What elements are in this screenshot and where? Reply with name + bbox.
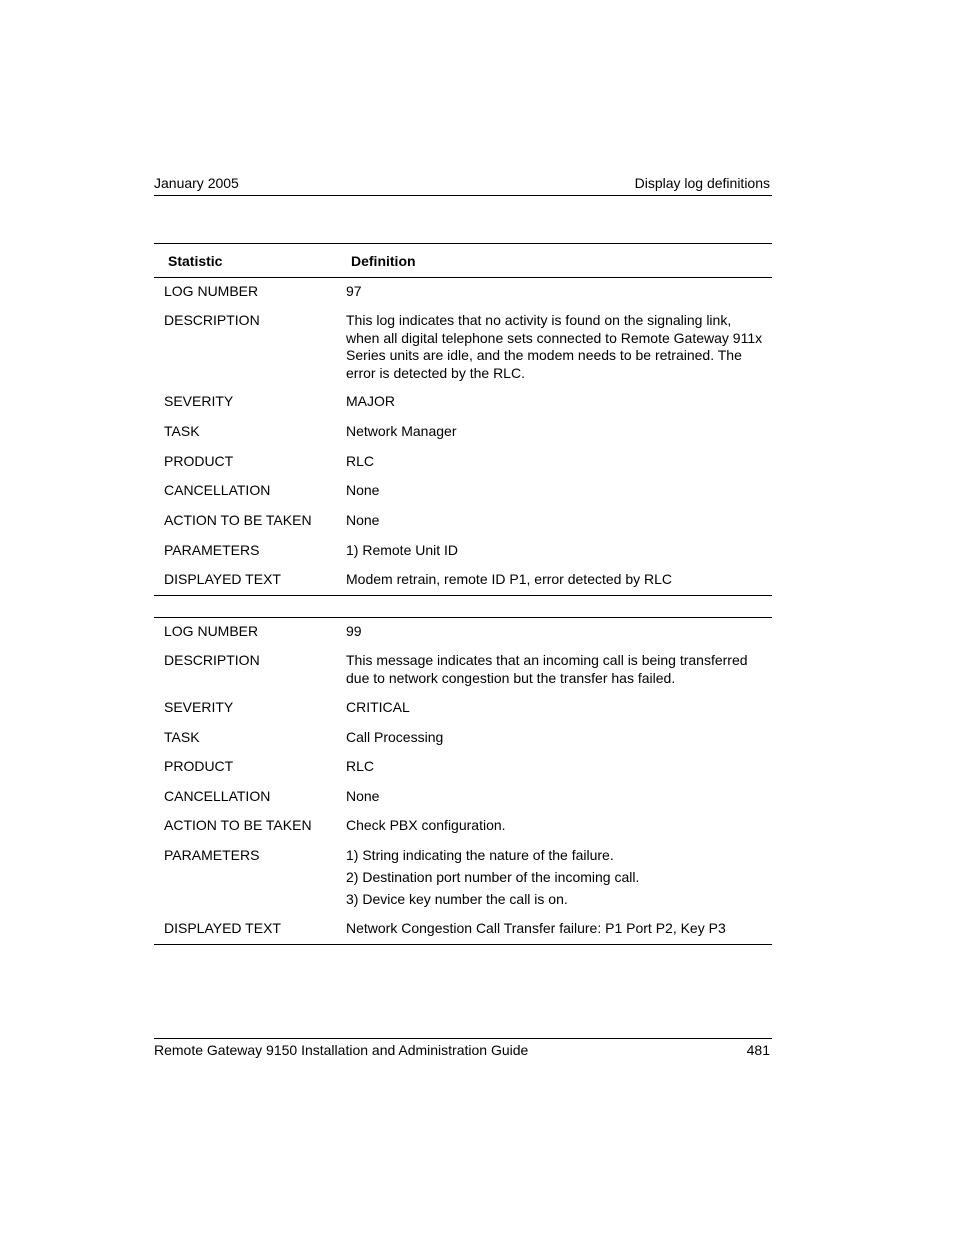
parameter-item: 2) Destination port number of the incoming call.	[346, 869, 640, 885]
statistic-label: PRODUCT	[164, 758, 234, 774]
definition-value: None	[346, 482, 380, 498]
statistic-label: SEVERITY	[164, 393, 234, 409]
header-section-title: Display log definitions	[634, 175, 770, 191]
header-rule	[154, 195, 772, 196]
definition-value: Network Manager	[346, 423, 457, 439]
page-number: 481	[746, 1042, 770, 1058]
statistic-label: DISPLAYED TEXT	[164, 571, 281, 587]
definition-value: Network Congestion Call Transfer failure: P1 Port P2, Key P3	[346, 920, 726, 936]
table-bottom-rule	[154, 944, 772, 945]
statistic-label: ACTION TO BE TAKEN	[164, 512, 312, 528]
definition-value: Modem retrain, remote ID P1, error detected by RLC	[346, 571, 673, 587]
definition-value: CRITICAL	[346, 699, 410, 715]
statistic-label: LOG NUMBER	[164, 623, 259, 639]
statistic-label: PARAMETERS	[164, 542, 260, 558]
column-header-definition: Definition	[351, 253, 416, 269]
definition-value: This message indicates that an incoming call is being transferred due to network congestion but the transfer has failed.	[346, 652, 748, 686]
definition-value: 97	[346, 283, 362, 299]
statistic-label: SEVERITY	[164, 699, 234, 715]
parameters-list	[346, 847, 764, 913]
definition-value: MAJOR	[346, 393, 395, 409]
statistic-label: TASK	[164, 423, 200, 439]
definition-value: Check PBX configuration.	[346, 817, 506, 833]
statistic-label: TASK	[164, 729, 200, 745]
statistic-label: CANCELLATION	[164, 788, 271, 804]
definition-value: 1) Remote Unit ID	[346, 542, 459, 558]
definition-value: None	[346, 788, 380, 804]
section-end-rule	[154, 595, 772, 596]
statistic-label: DISPLAYED TEXT	[164, 920, 281, 936]
statistic-label: PRODUCT	[164, 453, 234, 469]
definition-value: This log indicates that no activity is found on the signaling link, when all digital telephone sets connected to Remote Gateway 911x Series units are idle, and the modem needs to be retrained. The error is detected by the RLC.	[346, 312, 763, 381]
parameter-item: 1) String indicating the nature of the failure.	[346, 847, 614, 863]
statistic-label: ACTION TO BE TAKEN	[164, 817, 312, 833]
statistic-label: DESCRIPTION	[164, 312, 260, 328]
definition-value: RLC	[346, 453, 375, 469]
parameter-item: 3) Device key number the call is on.	[346, 891, 568, 907]
column-header-statistic: Statistic	[168, 253, 223, 269]
section-start-rule	[154, 617, 772, 618]
table-top-rule	[154, 243, 772, 244]
definition-value: 99	[346, 623, 362, 639]
definition-value: RLC	[346, 758, 375, 774]
statistic-label: LOG NUMBER	[164, 283, 259, 299]
statistic-label: PARAMETERS	[164, 847, 260, 863]
statistic-label: CANCELLATION	[164, 482, 271, 498]
footer-book-title: Remote Gateway 9150 Installation and Administration Guide	[154, 1042, 529, 1058]
statistic-label: DESCRIPTION	[164, 652, 260, 668]
table-header-rule	[154, 277, 772, 278]
definition-value: None	[346, 512, 380, 528]
definition-value: Call Processing	[346, 729, 444, 745]
footer-rule	[154, 1038, 772, 1039]
header-date: January 2005	[154, 175, 239, 191]
